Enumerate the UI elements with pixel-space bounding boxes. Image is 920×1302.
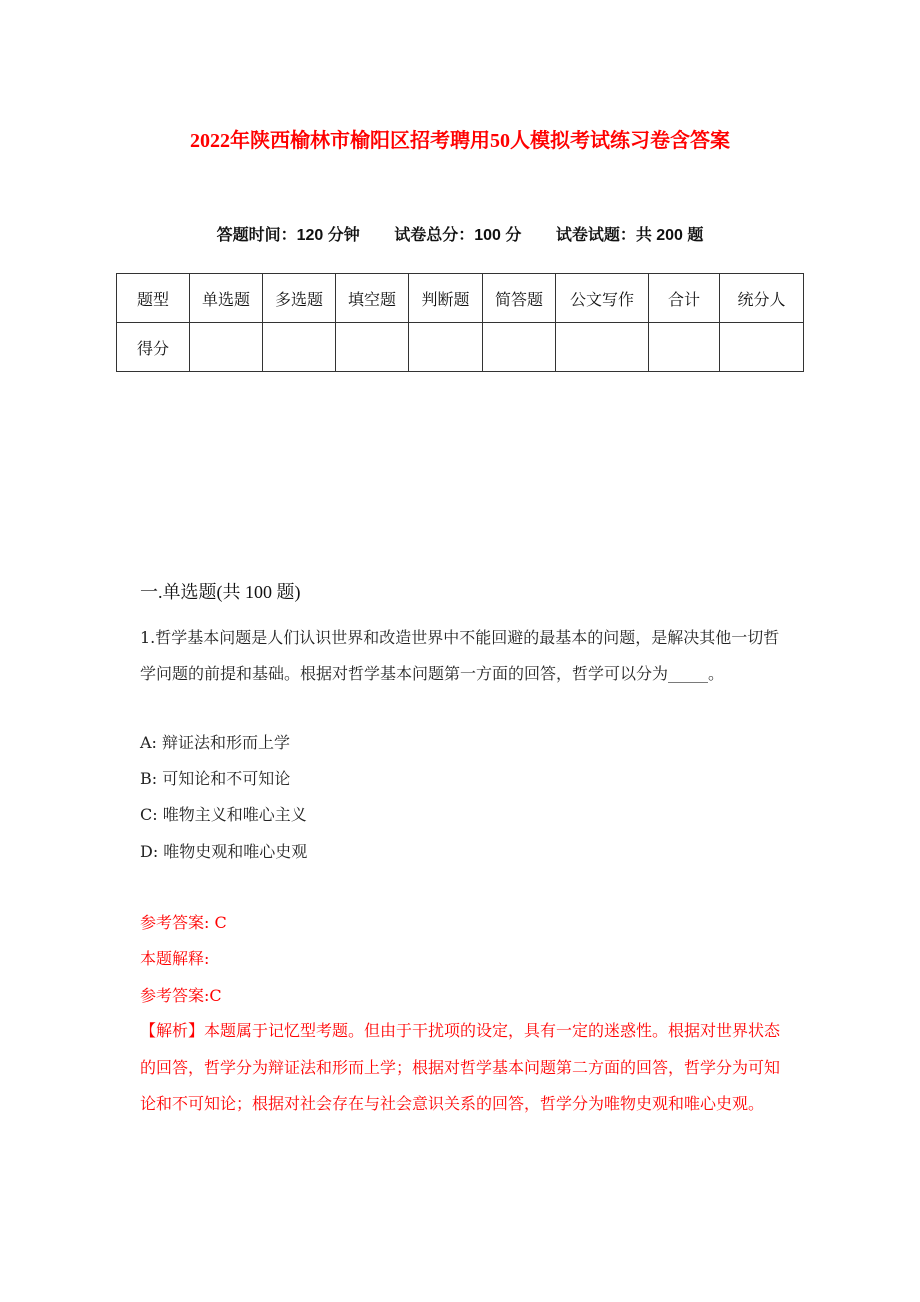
exam-time: 答题时间：120 分钟 xyxy=(216,227,360,244)
score-table-score-row xyxy=(117,323,804,372)
header-cell: 公文写作 xyxy=(556,274,649,323)
score-table xyxy=(116,273,804,372)
score-cell xyxy=(556,323,649,372)
answer-line-2: 参考答案:C xyxy=(140,986,222,1005)
option-d: D: 唯物史观和唯心史观 xyxy=(140,842,308,861)
score-cell xyxy=(263,323,336,372)
row-label: 得分 xyxy=(117,323,190,372)
header-cell: 填空题 xyxy=(336,274,409,323)
option-b: B: 可知论和不可知论 xyxy=(140,769,291,788)
exam-question-count: 试卷试题：共 200 题 xyxy=(555,227,704,244)
score-table-header-row xyxy=(117,274,804,323)
header-cell: 多选题 xyxy=(263,274,336,323)
explanation-text: 【解析】本题属于记忆型考题。但由于干扰项的设定，具有一定的迷惑性。根据对世界状态的回答，哲学分为辩证法和形而上学；根据对哲学基本问题第二方面的回答，哲学分为可知论和不可知论；根据对社会存在与社会意识关系的回答，哲学分为唯物史观和唯心史观。 xyxy=(140,1021,781,1113)
score-cell xyxy=(336,323,409,372)
section-heading: 一.单选题(共 100 题) xyxy=(140,582,301,602)
header-cell: 判断题 xyxy=(409,274,483,323)
question-text: 1.哲学基本问题是人们认识世界和改造世界中不能回避的最基本的问题，是解决其他一切哲学问题的前提和基础。根据对哲学基本问题第一方面的回答，哲学可以分为_____。 xyxy=(140,628,780,683)
score-cell xyxy=(649,323,720,372)
score-cell xyxy=(483,323,556,372)
score-cell xyxy=(720,323,804,372)
score-cell xyxy=(190,323,263,372)
document-title: 2022年陕西榆林市榆阳区招考聘用50人模拟考试练习卷含答案 xyxy=(190,130,730,152)
header-cell: 单选题 xyxy=(190,274,263,323)
header-cell: 简答题 xyxy=(483,274,556,323)
answer-line: 参考答案: C xyxy=(140,913,227,932)
header-cell: 题型 xyxy=(117,274,190,323)
header-cell: 合计 xyxy=(649,274,720,323)
score-cell xyxy=(409,323,483,372)
option-a: A: 辩证法和形而上学 xyxy=(140,733,291,752)
option-c: C: 唯物主义和唯心主义 xyxy=(140,805,307,824)
exam-total-score: 试卷总分：100 分 xyxy=(394,227,522,244)
header-cell: 统分人 xyxy=(720,274,804,323)
explanation-label: 本题解释: xyxy=(140,949,210,968)
exam-meta xyxy=(0,222,920,245)
